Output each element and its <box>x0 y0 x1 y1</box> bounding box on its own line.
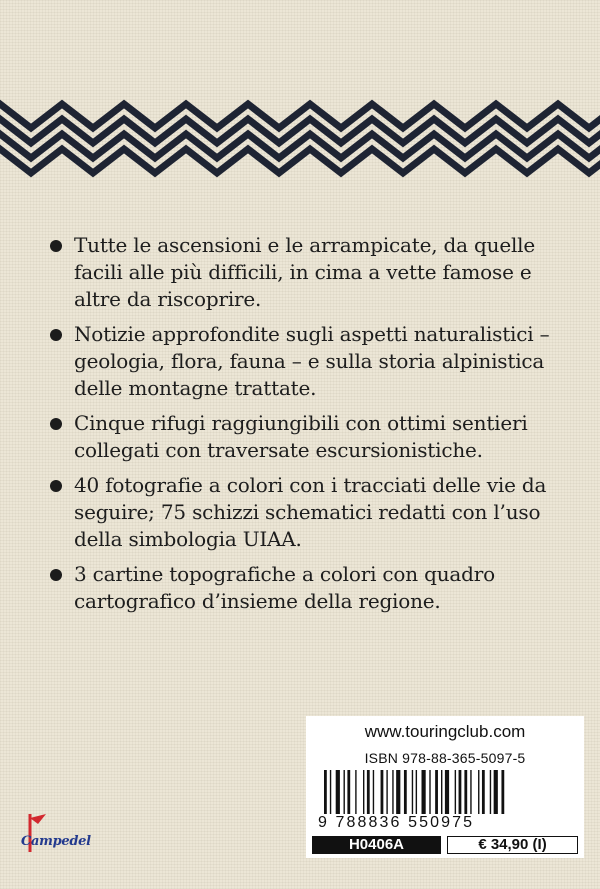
barcode-bar <box>501 770 504 814</box>
barcode-bar <box>386 770 387 814</box>
zigzag-decoration <box>0 92 600 192</box>
barcode-bar <box>445 770 449 814</box>
barcode-bar <box>396 770 400 814</box>
list-item-text: Tutte le ascensioni e le arrampicate, da quelle facili alle più difficili, in cima a vette famose e altre da riscoprire. <box>74 233 535 311</box>
barcode-bar <box>441 770 442 814</box>
list-item <box>48 321 568 402</box>
list-item-text: 3 cartine topografiche a colori con quadro cartografico d’insieme della regione. <box>74 562 495 613</box>
barcode-bar <box>330 770 331 814</box>
barcode-bar <box>404 770 407 814</box>
barcode-bar <box>435 770 438 814</box>
list-item <box>48 410 568 464</box>
list-item-text: Notizie approfondite sugli aspetti naturalistici – geologia, flora, fauna – e sulla storia alpinistica delle montagne trattate. <box>74 322 550 400</box>
barcode-bar <box>367 770 370 814</box>
barcode-bar <box>429 770 430 814</box>
barcode-bar <box>482 770 485 814</box>
barcode-bar <box>455 770 456 814</box>
list-item <box>48 561 568 615</box>
price-tag: € 34,90 (I) <box>447 836 578 854</box>
bullet-icon <box>50 569 62 581</box>
price-label <box>306 716 584 858</box>
barcode-bar <box>464 770 467 814</box>
list-item-text: 40 fotografie a colori con i tracciati delle vie da seguire; 75 schizzi schematici redatti con l’uso della simbologia UIAA. <box>74 473 547 551</box>
barcode-icon <box>322 770 568 814</box>
bullet-icon <box>50 240 62 252</box>
barcode-bar <box>422 770 426 814</box>
bullet-icon <box>50 480 62 492</box>
barcode-bar <box>324 770 327 814</box>
website-url: www.touringclub.com <box>364 722 526 741</box>
barcode-bar <box>344 770 345 814</box>
barcode-number: 9 788836 550975 <box>318 814 475 831</box>
barcode-bar <box>355 770 356 814</box>
barcode-bar <box>373 770 374 814</box>
barcode-bar <box>336 770 340 814</box>
barcode-bar <box>490 770 491 814</box>
barcode-bar <box>381 770 384 814</box>
list-item-text: Cinque rifugi raggiungibili con ottimi sentieri collegati con traversate escursionistiche. <box>74 411 528 462</box>
barcode-bar <box>494 770 498 814</box>
barcode-bar <box>478 770 479 814</box>
list-item <box>48 472 568 553</box>
product-code: H0406A <box>312 836 441 854</box>
isbn-text: ISBN 978-88-365-5097-5 <box>364 750 526 766</box>
list-item <box>48 232 568 313</box>
barcode-bar <box>416 770 417 814</box>
bullet-icon <box>50 418 62 430</box>
barcode-bar <box>392 770 393 814</box>
barcode-bar <box>459 770 462 814</box>
barcode-bar <box>470 770 471 814</box>
barcode-bar <box>412 770 413 814</box>
barcode-bar <box>347 770 350 814</box>
publisher-logo-text: Campedel <box>21 834 91 849</box>
barcode-bar <box>363 770 364 814</box>
feature-list <box>48 232 568 623</box>
bullet-icon <box>50 329 62 341</box>
